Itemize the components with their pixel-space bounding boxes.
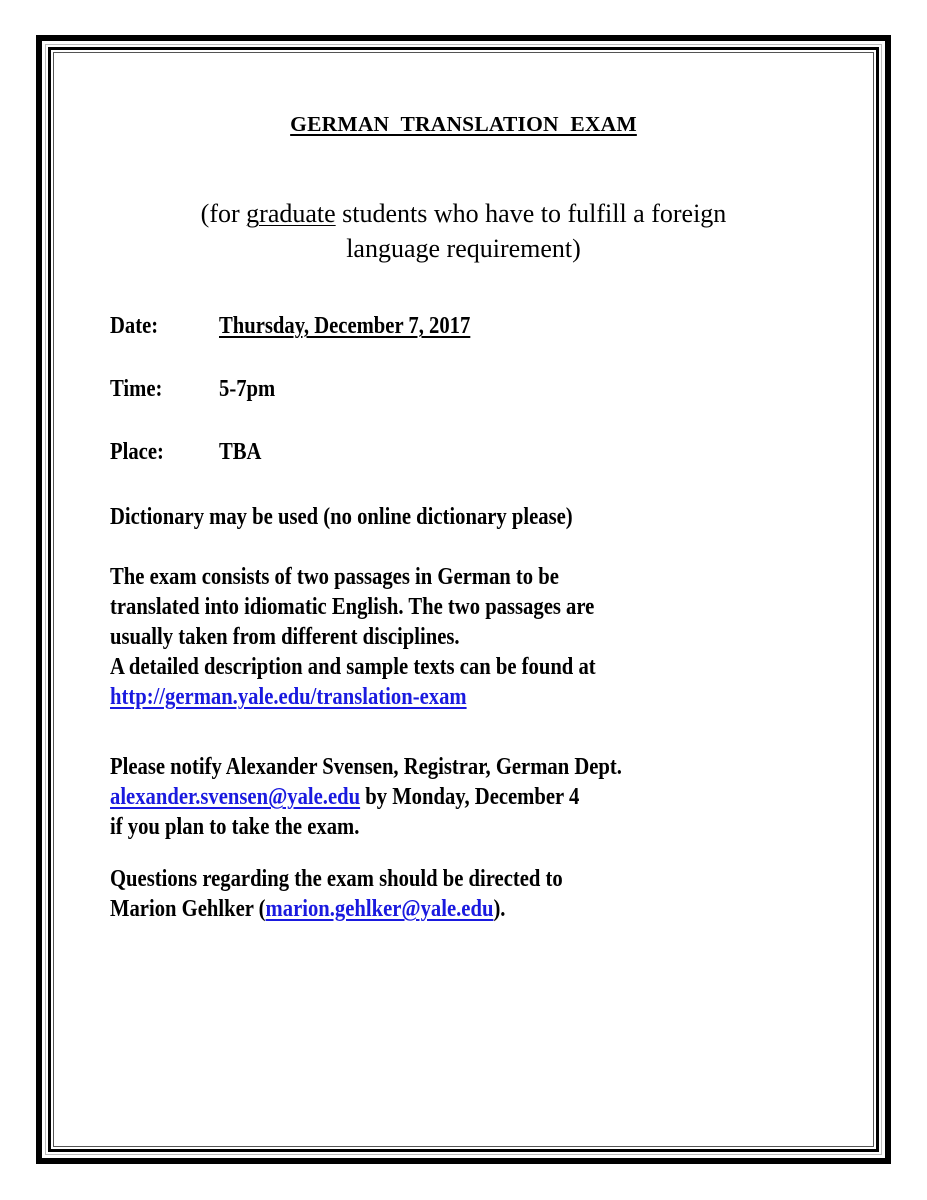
subtitle-line2: language requirement)	[346, 234, 581, 263]
subtitle-line1-rest: students who have to fulfill a foreign	[335, 199, 727, 228]
notify-line3: if you plan to take the exam.	[110, 814, 360, 840]
notify-line1: Please notify Alexander Svensen, Registrar, German Dept.	[110, 754, 622, 780]
gehlker-email-link[interactable]: marion.gehlker@yale.edu	[265, 896, 494, 922]
time-label: Time:	[110, 376, 163, 402]
page-title-text: GERMAN TRANSLATION EXAM	[290, 112, 637, 136]
subtitle-underlined: graduate	[246, 199, 336, 228]
description-line: A detailed description and sample texts can be found at	[110, 654, 596, 680]
questions-paragraph	[110, 864, 636, 924]
date-label: Date:	[110, 313, 159, 339]
subtitle-prefix: (for	[200, 199, 247, 228]
notify-paragraph	[110, 752, 705, 842]
page-title	[0, 112, 927, 137]
notify-line2-rest: by Monday, December 4	[360, 784, 580, 810]
time-value: 5-7pm	[219, 376, 276, 402]
place-value: TBA	[219, 439, 262, 465]
dictionary-note: Dictionary may be used (no online dictionary please)	[110, 504, 573, 530]
questions-prefix: Marion Gehlker (	[110, 896, 266, 922]
subtitle	[0, 196, 927, 266]
questions-suffix: ).	[493, 896, 506, 922]
description-line: The exam consists of two passages in German to be	[110, 564, 559, 590]
description-paragraph	[110, 562, 675, 712]
description-line: translated into idiomatic English. The two passages are	[110, 594, 595, 620]
date-value: Thursday, December 7, 2017	[219, 313, 471, 339]
svensen-email-link[interactable]: alexander.svensen@yale.edu	[110, 784, 361, 810]
translation-exam-link[interactable]: http://german.yale.edu/translation-exam	[110, 684, 467, 710]
description-line: usually taken from different disciplines.	[110, 624, 460, 650]
place-label: Place:	[110, 439, 164, 465]
questions-line1: Questions regarding the exam should be directed to	[110, 866, 563, 892]
